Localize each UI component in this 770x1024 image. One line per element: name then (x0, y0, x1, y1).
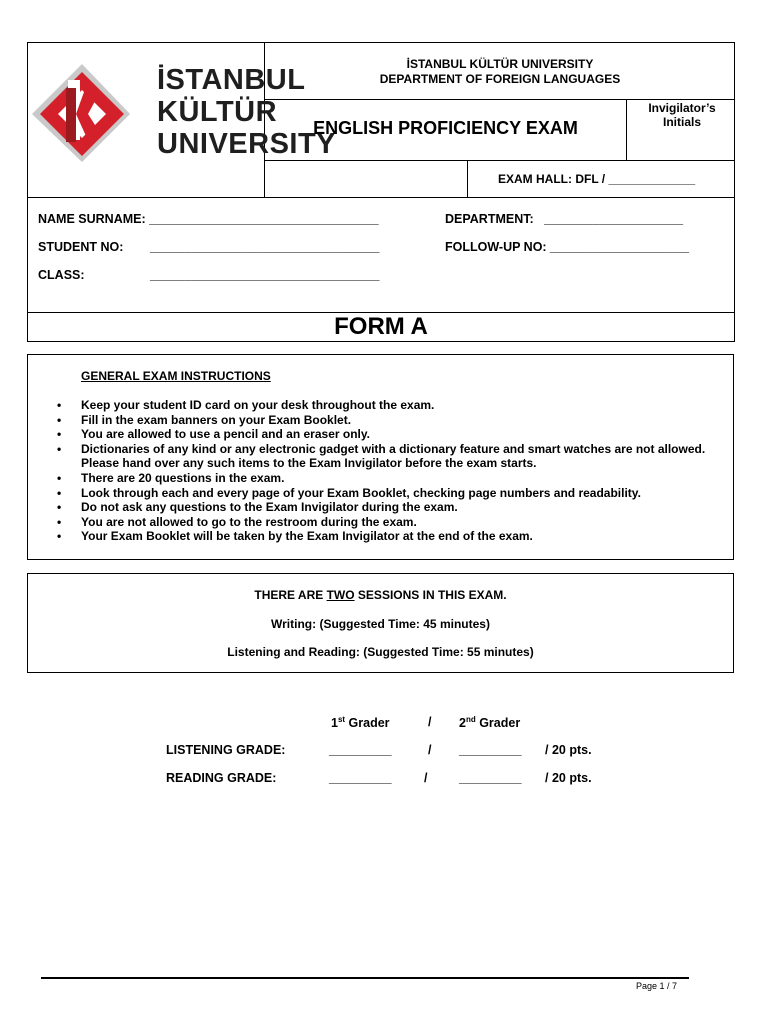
bullet-icon: • (57, 412, 62, 427)
writing-time: Writing: (Suggested Time: 45 minutes) (271, 617, 490, 631)
student-no-field[interactable]: _________________________________ (150, 240, 380, 254)
footer-rule (41, 977, 689, 979)
bullet-icon: • (57, 500, 62, 515)
exam-title: ENGLISH PROFICIENCY EXAM (313, 118, 578, 138)
listening-grade-label: LISTENING GRADE: (166, 743, 286, 757)
exam-hall-field[interactable]: EXAM HALL: DFL / _____________ (498, 172, 696, 186)
reading-points: / 20 pts. (545, 771, 592, 785)
instruction-item: • There are 20 questions in the exam. (57, 470, 285, 485)
sessions-count-emphasis: TWO (326, 588, 355, 602)
instruction-item: • Look through each and every page of your Exam Booklet, checking page numbers and readability. (57, 485, 641, 500)
listening-grade-first[interactable]: _________ (329, 743, 392, 757)
bullet-icon: • (57, 470, 62, 485)
page-number: Page 1 / 7 (636, 981, 678, 991)
instruction-item: • Dictionaries of any kind or any electronic gadget with a dictionary feature and smart watches are not allowed. Please hand over any such items to the Exam Invigilator before the exam starts. (57, 441, 706, 471)
instruction-item: • You are allowed to use a pencil and an eraser only. (57, 427, 370, 442)
logo-mark-icon (30, 62, 130, 162)
university-logo (30, 62, 337, 162)
bullet-icon: • (57, 441, 62, 456)
instruction-item: • Fill in the exam banners on your Exam Booklet. (57, 412, 352, 427)
followup-no-field[interactable]: FOLLOW-UP NO: ____________________ (445, 240, 690, 254)
instructions-list (57, 398, 737, 544)
reading-grade-slash: / (424, 771, 428, 785)
class-label: CLASS: (38, 268, 85, 282)
second-grader-label: 2nd Grader (459, 715, 521, 731)
listening-reading-time: Listening and Reading: (Suggested Time: 55 minutes) (227, 645, 534, 659)
university-name: İSTANBUL KÜLTÜR UNIVERSITY (406, 57, 594, 71)
instruction-item: • Do not ask any questions to the Exam Invigilator during the exam. (57, 500, 458, 515)
student-no-label: STUDENT NO: (38, 240, 124, 254)
bullet-icon: • (57, 427, 62, 442)
form-label-box (27, 312, 735, 342)
listening-points: / 20 pts. (545, 743, 592, 757)
reading-grade-second[interactable]: _________ (459, 771, 522, 785)
instruction-item: • You are not allowed to go to the restroom during the exam. (57, 514, 417, 529)
department-field[interactable]: DEPARTMENT: ____________________ (445, 212, 684, 226)
bullet-icon: • (57, 398, 62, 412)
instructions-heading: GENERAL EXAM INSTRUCTIONS (81, 369, 271, 383)
listening-grade-second[interactable]: _________ (459, 743, 522, 757)
invigilator-initials-box[interactable] (627, 130, 734, 158)
grader-slash: / (428, 715, 432, 729)
reading-grade-label: READING GRADE: (166, 771, 277, 785)
logo-line-3: UNIVERSITY (157, 128, 337, 160)
logo-line-2: KÜLTÜR (157, 96, 278, 128)
instruction-item: • Keep your student ID card on your desk throughout the exam. (57, 398, 435, 412)
bullet-icon: • (57, 529, 62, 544)
form-label: FORM A (334, 313, 428, 340)
sessions-count: THERE ARE TWO SESSIONS IN THIS EXAM. (254, 588, 507, 602)
class-field[interactable]: _________________________________ (150, 268, 380, 282)
logo-line-1: İSTANBUL (157, 64, 306, 96)
department-name: DEPARTMENT OF FOREIGN LANGUAGES (379, 72, 621, 86)
instruction-item: • Your Exam Booklet will be taken by the Exam Invigilator at the end of the exam. (57, 529, 533, 544)
name-surname-field[interactable]: NAME SURNAME: _________________________________ (38, 212, 379, 226)
listening-grade-slash: / (428, 743, 432, 757)
first-grader-label: 1st Grader (331, 715, 390, 731)
invigilator-initials-label: Invigilator’s Initials (648, 101, 716, 129)
reading-grade-first[interactable]: _________ (329, 771, 392, 785)
bullet-icon: • (57, 485, 62, 500)
bullet-icon: • (57, 514, 62, 529)
